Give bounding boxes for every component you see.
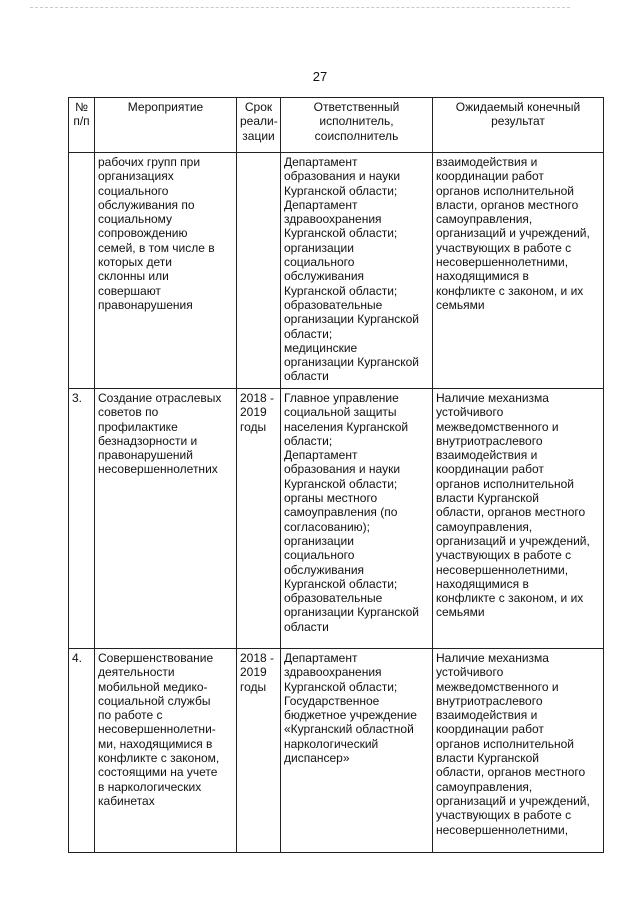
cell-num: 4. [69, 649, 95, 853]
cell-result: Наличие механизма устойчивого межведомственного и внутриотраслевого взаимодействия и координации работ органов исполнительной власти Курганской области, органов местного самоуправления, организаций и учреждений, участвующих в работе с несовершеннолетними, находящимися в конфликте с законом, и их семьями [433, 389, 604, 649]
table-row [69, 649, 604, 853]
cell-activity: Создание отраслевых советов по профилактике безнадзорности и правонарушений несовершеннолетних [95, 389, 237, 649]
cell-term [237, 153, 281, 389]
header-term: Срок реали- зации [237, 98, 281, 153]
scan-artifact-line [30, 7, 570, 8]
page-number: 27 [312, 69, 328, 84]
cell-num [69, 153, 95, 389]
cell-activity: рабочих групп при организациях социального обслуживания по социальному сопровождению семей, в том числе в которых дети склонны или совершают правонарушения [95, 153, 237, 389]
cell-result: взаимодействия и координации работ органов исполнительной власти, органов местного самоуправления, организаций и учреждений, участвующих в работе с несовершеннолетними, находящимися в конфликте с законом, и их семьями [433, 153, 604, 389]
measures-table [68, 97, 604, 853]
header-executor: Ответственный исполнитель, соисполнитель [281, 98, 433, 153]
table-header-row [69, 98, 604, 153]
table-row [69, 153, 604, 389]
cell-num: 3. [69, 389, 95, 649]
header-activity: Мероприятие [95, 98, 237, 153]
table-row [69, 389, 604, 649]
cell-executor: Главное управление социальной защиты населения Курганской области; Департамент образования и науки Курганской области; органы местного самоуправления (по согласованию); организации социального обслуживания Курганской области; образовательные организации Курганской области [281, 389, 433, 649]
cell-term: 2018 - 2019 годы [237, 649, 281, 853]
cell-term: 2018 - 2019 годы [237, 389, 281, 649]
cell-activity: Совершенствование деятельности мобильной медико- социальной службы по работе с несовершеннолетни- ми, находящимися в конфликте с законом, состоящими на учете в наркологических кабинетах [95, 649, 237, 853]
cell-result: Наличие механизма устойчивого межведомственного и внутриотраслевого взаимодействия и координации работ органов исполнительной власти Курганской области, органов местного самоуправления, организаций и учреждений, участвующих в работе с несовершеннолетними, [433, 649, 604, 853]
cell-executor: Департамент здравоохранения Курганской области; Государственное бюджетное учреждение «Курганский областной наркологический диспансер» [281, 649, 433, 853]
header-num: № п/п [69, 98, 95, 153]
cell-executor: Департамент образования и науки Курганской области; Департамент здравоохранения Курганской области; организации социального обслуживания Курганской области; образовательные организации Курганской области; медицинские организации Курганской области [281, 153, 433, 389]
header-result: Ожидаемый конечный результат [433, 98, 604, 153]
